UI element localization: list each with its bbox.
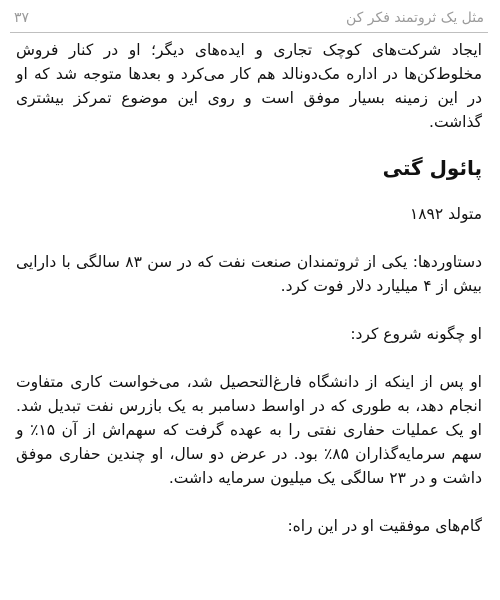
how-started-heading: او چگونه شروع کرد: (350, 325, 482, 343)
page-content (16, 38, 482, 538)
birth-year: متولد ۱۸۹۲ (409, 205, 482, 223)
book-title: مثل یک ثروتمند فکر کن (346, 10, 484, 26)
success-steps-heading: گام‌های موفقیت او در این راه: (287, 517, 482, 535)
person-name-heading: پائول گتی (382, 156, 482, 180)
how-started-paragraph: او پس از اینکه از دانشگاه فارغ‌التحصیل شد، می‌خواست کاری متفاوت انجام دهد، به طوری که در اواسط دسامبر به یک بازرس نفت تبدیل شد. او یک عملیات حفاری نفتی را به عهده گرفت که سهم‌اش از آن ۱۵٪ و سهم سرمایه‌گذاران ۸۵٪ بود. در عرض دو سال، او چندین حفاری موفق داشت و در ۲۳ سالگی یک میلیون سرمایه داشت. (16, 373, 482, 487)
achievements-paragraph: دستاوردها: یکی از ثروتمندان صنعت نفت که در سن ۸۳ سالگی با دارایی بیش از ۴ میلیارد دلار فوت کرد. (16, 253, 482, 295)
page-header (10, 6, 488, 33)
intro-paragraph: ایجاد شرکت‌های کوچک تجاری و ایده‌های دیگر؛ او در کنار فروش مخلوط‌کن‌ها در اداره مک‌دونالد هم کار می‌کرد و بعدها متوجه شد که او در این زمینه بسیار موفق است و روی این موضوع تمرکز بیشتری گذاشت. (16, 41, 482, 131)
page-number: ۳۷ (14, 10, 30, 26)
